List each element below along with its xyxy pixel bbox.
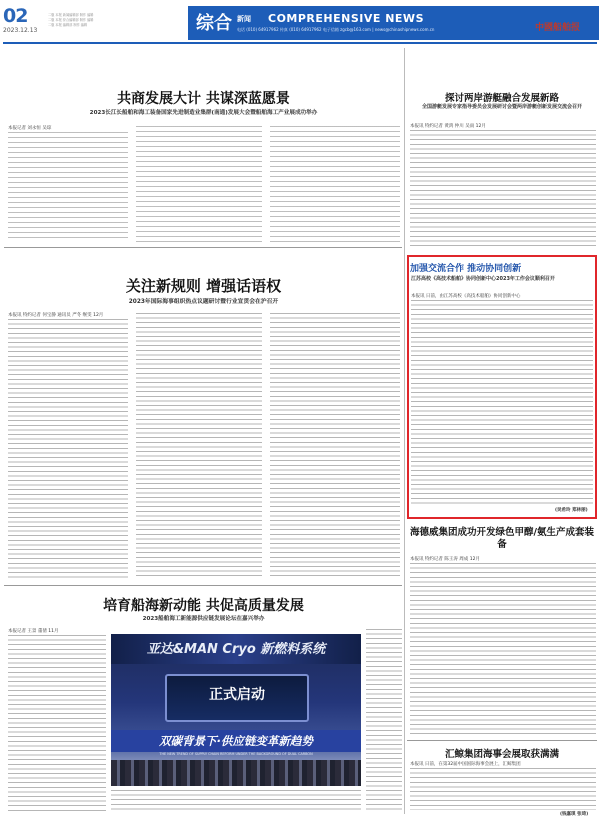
section-divider: [4, 585, 402, 586]
masthead-info-line: 二版 本报 综合编辑部 制作 编辑: [48, 18, 94, 22]
article-subhead: 全国游艇发展专家指导委员会发展研讨会暨两岸游艇创新发展交流会召开: [421, 104, 582, 110]
article-body-column: [270, 313, 400, 579]
article-byline: 本报记者 王景 董倩 11月: [8, 629, 59, 634]
contact-line: 电话 (010) 64917962 传真 (010) 64917962 电子信箱 zgcb@163.com | news@chinashipnews.com.cn: [237, 27, 435, 32]
article-byline: 本报讯 日前，由江苏高校《高技术船舶》协同创新中心: [411, 294, 521, 299]
article-body-column: [410, 768, 596, 810]
article-body-column: [136, 126, 262, 242]
article-headline: 海德威集团成功开发绿色甲醇/氨生产成套装备: [410, 527, 594, 550]
article-body-column: [366, 629, 402, 813]
article-byline: 本报讯 特约记者 何宝静 通讯员 严冬 缑雯 12月: [8, 313, 104, 318]
photo-people-row: [111, 760, 361, 786]
article-headline: 汇鲸集团海事会展取获满满: [444, 749, 559, 760]
article-byline: 本报讯 日前，在第32届中国国际海事会展上，汇鲸集团: [410, 762, 521, 767]
article-body-column: [136, 313, 262, 579]
article-body-column: [411, 300, 593, 505]
newspaper-logo: 中國船舶报: [535, 23, 581, 33]
article-subhead: 2023年国际海事组织热点议题研讨暨行业宣贯会在沪召开: [128, 299, 279, 305]
masthead-info-line: 二版 本报 编辑部 制作 编辑: [48, 23, 88, 27]
article-body-column: [111, 790, 361, 813]
article-headline: 关注新规则 增强话语权: [125, 277, 282, 295]
article-headline: 探讨两岸游艇融合发展新路: [444, 93, 559, 104]
article-byline: 本报讯 特约记者 陈王涛 周成 12月: [410, 557, 480, 562]
article-subhead: 江苏高校《高技术船舶》协同创新中心2023年工作会议顺利召开: [411, 276, 555, 282]
masthead-info-line: 二版 本报 新闻编辑部 制作 编辑: [48, 13, 94, 17]
section-title-english: COMPREHENSIVE NEWS: [268, 12, 424, 25]
article-signature: (钱嘉琪 张琦): [560, 812, 589, 817]
photo-banner-mid: 正式启动: [209, 687, 265, 703]
article-body-column: [8, 635, 106, 813]
article-byline: 本报讯 特约记者 黄鸿 仲川 吴雨 12月: [410, 124, 486, 129]
event-photo: [111, 634, 361, 786]
photo-banner-top: 亚达&MAN Cryo 新燃料系统: [146, 642, 326, 657]
section-divider: [407, 740, 597, 741]
article-signature: (吴希玲 郑林丽): [555, 508, 588, 513]
article-body-column: [410, 563, 596, 735]
section-subtitle: 新闻: [237, 15, 251, 23]
article-subhead: 2023船舶海工新能源供应链发展论坛在嘉兴举办: [142, 616, 265, 622]
section-divider: [4, 247, 402, 248]
article-subhead: 2023长江长船舶和海工装备国家先进制造业集群(南通)发展大会暨船舶海工产业展成功举办: [89, 110, 318, 116]
article-body-column: [410, 130, 596, 248]
article-body-column: [8, 319, 128, 579]
publication-date: 2023.12.13: [3, 27, 38, 34]
article-headline: 加强交流合作 推动协同创新: [410, 264, 522, 274]
article-body-column: [8, 132, 128, 242]
section-title: 综合: [196, 13, 232, 34]
article-headline: 共商发展大计 共谋深蓝愿景: [117, 91, 290, 107]
column-divider: [404, 48, 405, 814]
masthead-rule: [3, 42, 597, 44]
article-headline: 培育船海新动能 共促高质量发展: [103, 598, 304, 614]
article-body-column: [270, 126, 400, 242]
article-byline: 本报记者 刘永恒 吴琼: [8, 126, 52, 131]
page-number: 02: [3, 5, 28, 27]
photo-banner-bottom: 双碳背景下·供应链变革新趋势: [159, 734, 313, 748]
photo-banner-english: THE NEW TREND OF SUPPLY CHAIN REFORM UNDER THE BACKGROUND OF DUAL CARBON: [159, 752, 313, 756]
